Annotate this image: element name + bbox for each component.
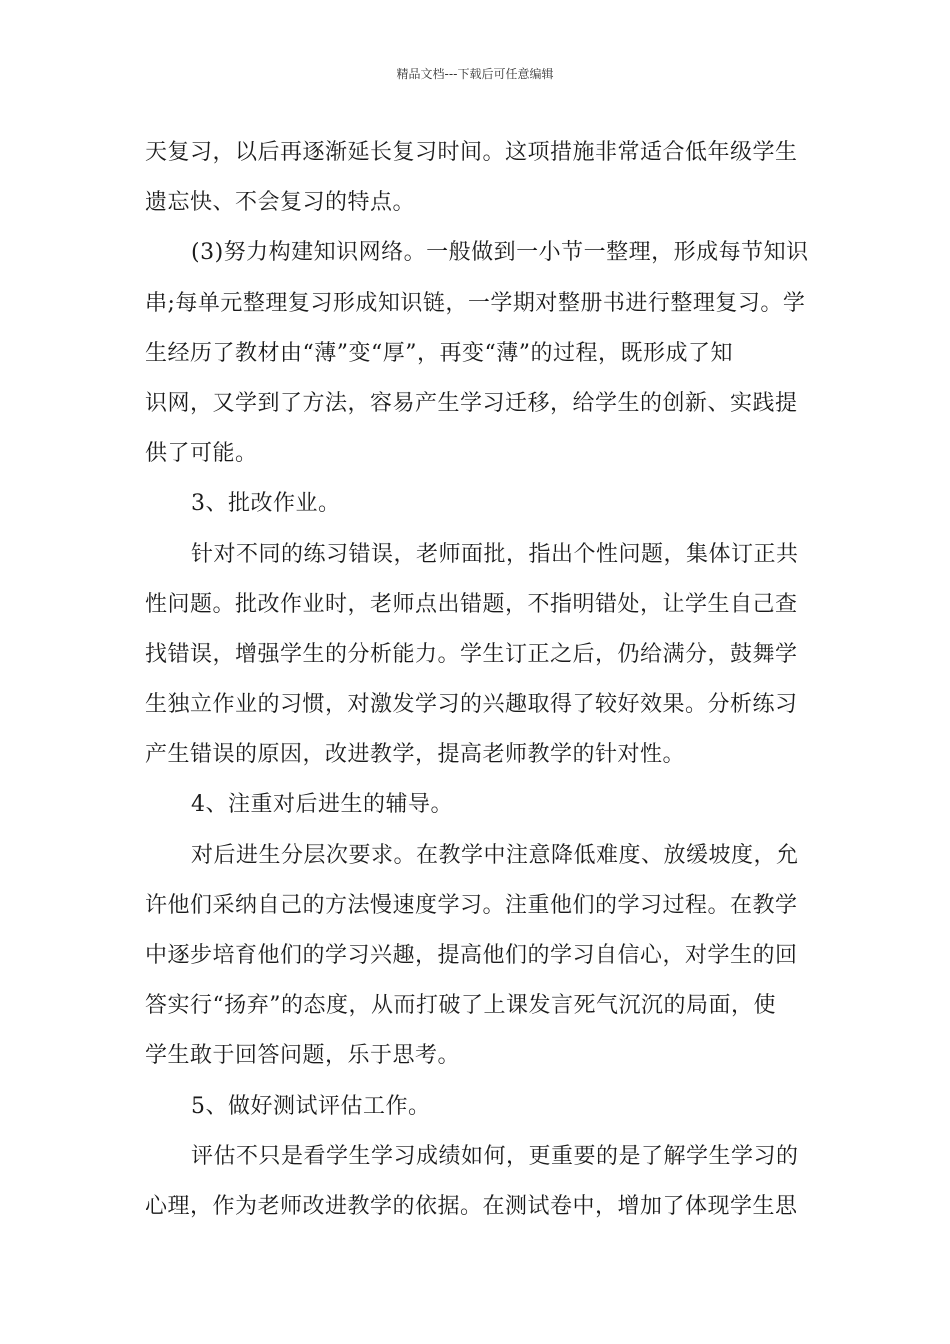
section-heading: 4、注重对后进生的辅导。 — [191, 792, 453, 818]
text-line: 中逐步培育他们的学习兴趣，提高他们的学习自信心，对学生的回 — [145, 943, 798, 968]
text-line: 串;每单元整理复习形成知识链，一学期对整册书进行整理复习。学 — [145, 290, 806, 316]
text-line: 生经历了教材由“薄”变“厚”，再变“薄”的过程，既形成了知 — [145, 340, 733, 366]
text-line: (3)努力构建知识网络。一般做到一小节一整理，形成每节知识 — [191, 240, 809, 266]
document-body — [145, 128, 810, 1232]
text-line: 找错误，增强学生的分析能力。学生订正之后，仍给满分，鼓舞学 — [145, 641, 798, 667]
text-line: 评估不只是看学生学习成绩如何，更重要的是了解学生学习的 — [191, 1143, 799, 1169]
page-header: 精品文档---下载后可任意编辑 — [396, 67, 554, 81]
text-line: 识网，又学到了方法，容易产生学习迁移，给学生的创新、实践提 — [145, 390, 798, 416]
text-line: 遗忘快、不会复习的特点。 — [145, 190, 416, 216]
text-line: 答实行“扬弃”的态度，从而打破了上课发言死气沉沉的局面，使 — [145, 993, 776, 1019]
text-line: 天复习，以后再逐渐延长复习时间。这项措施非常适合低年级学生 — [145, 140, 798, 165]
text-line: 学生敢于回答问题，乐于思考。 — [145, 1043, 461, 1069]
text-line: 许他们采纳自己的方法慢速度学习。注重他们的学习过程。在教学 — [145, 892, 798, 918]
text-line: 心理，作为老师改进教学的依据。在测试卷中，增加了体现学生思 — [145, 1193, 798, 1219]
text-line: 针对不同的练习错误，老师面批，指出个性问题，集体订正共 — [191, 541, 799, 567]
text-line: 产生错误的原因，改进教学，提高老师教学的针对性。 — [145, 742, 686, 768]
section-heading: 5、做好测试评估工作。 — [191, 1093, 431, 1119]
section-heading: 3、批改作业。 — [191, 491, 341, 517]
text-line: 供了可能。 — [145, 441, 258, 467]
text-line: 生独立作业的习惯，对激发学习的兴趣取得了较好效果。分析练习 — [145, 692, 798, 718]
text-line: 对后进生分层次要求。在教学中注意降低难度、放缓坡度，允 — [191, 842, 799, 868]
text-line: 性问题。批改作业时，老师点出错题，不指明错处，让学生自己查 — [145, 591, 798, 617]
